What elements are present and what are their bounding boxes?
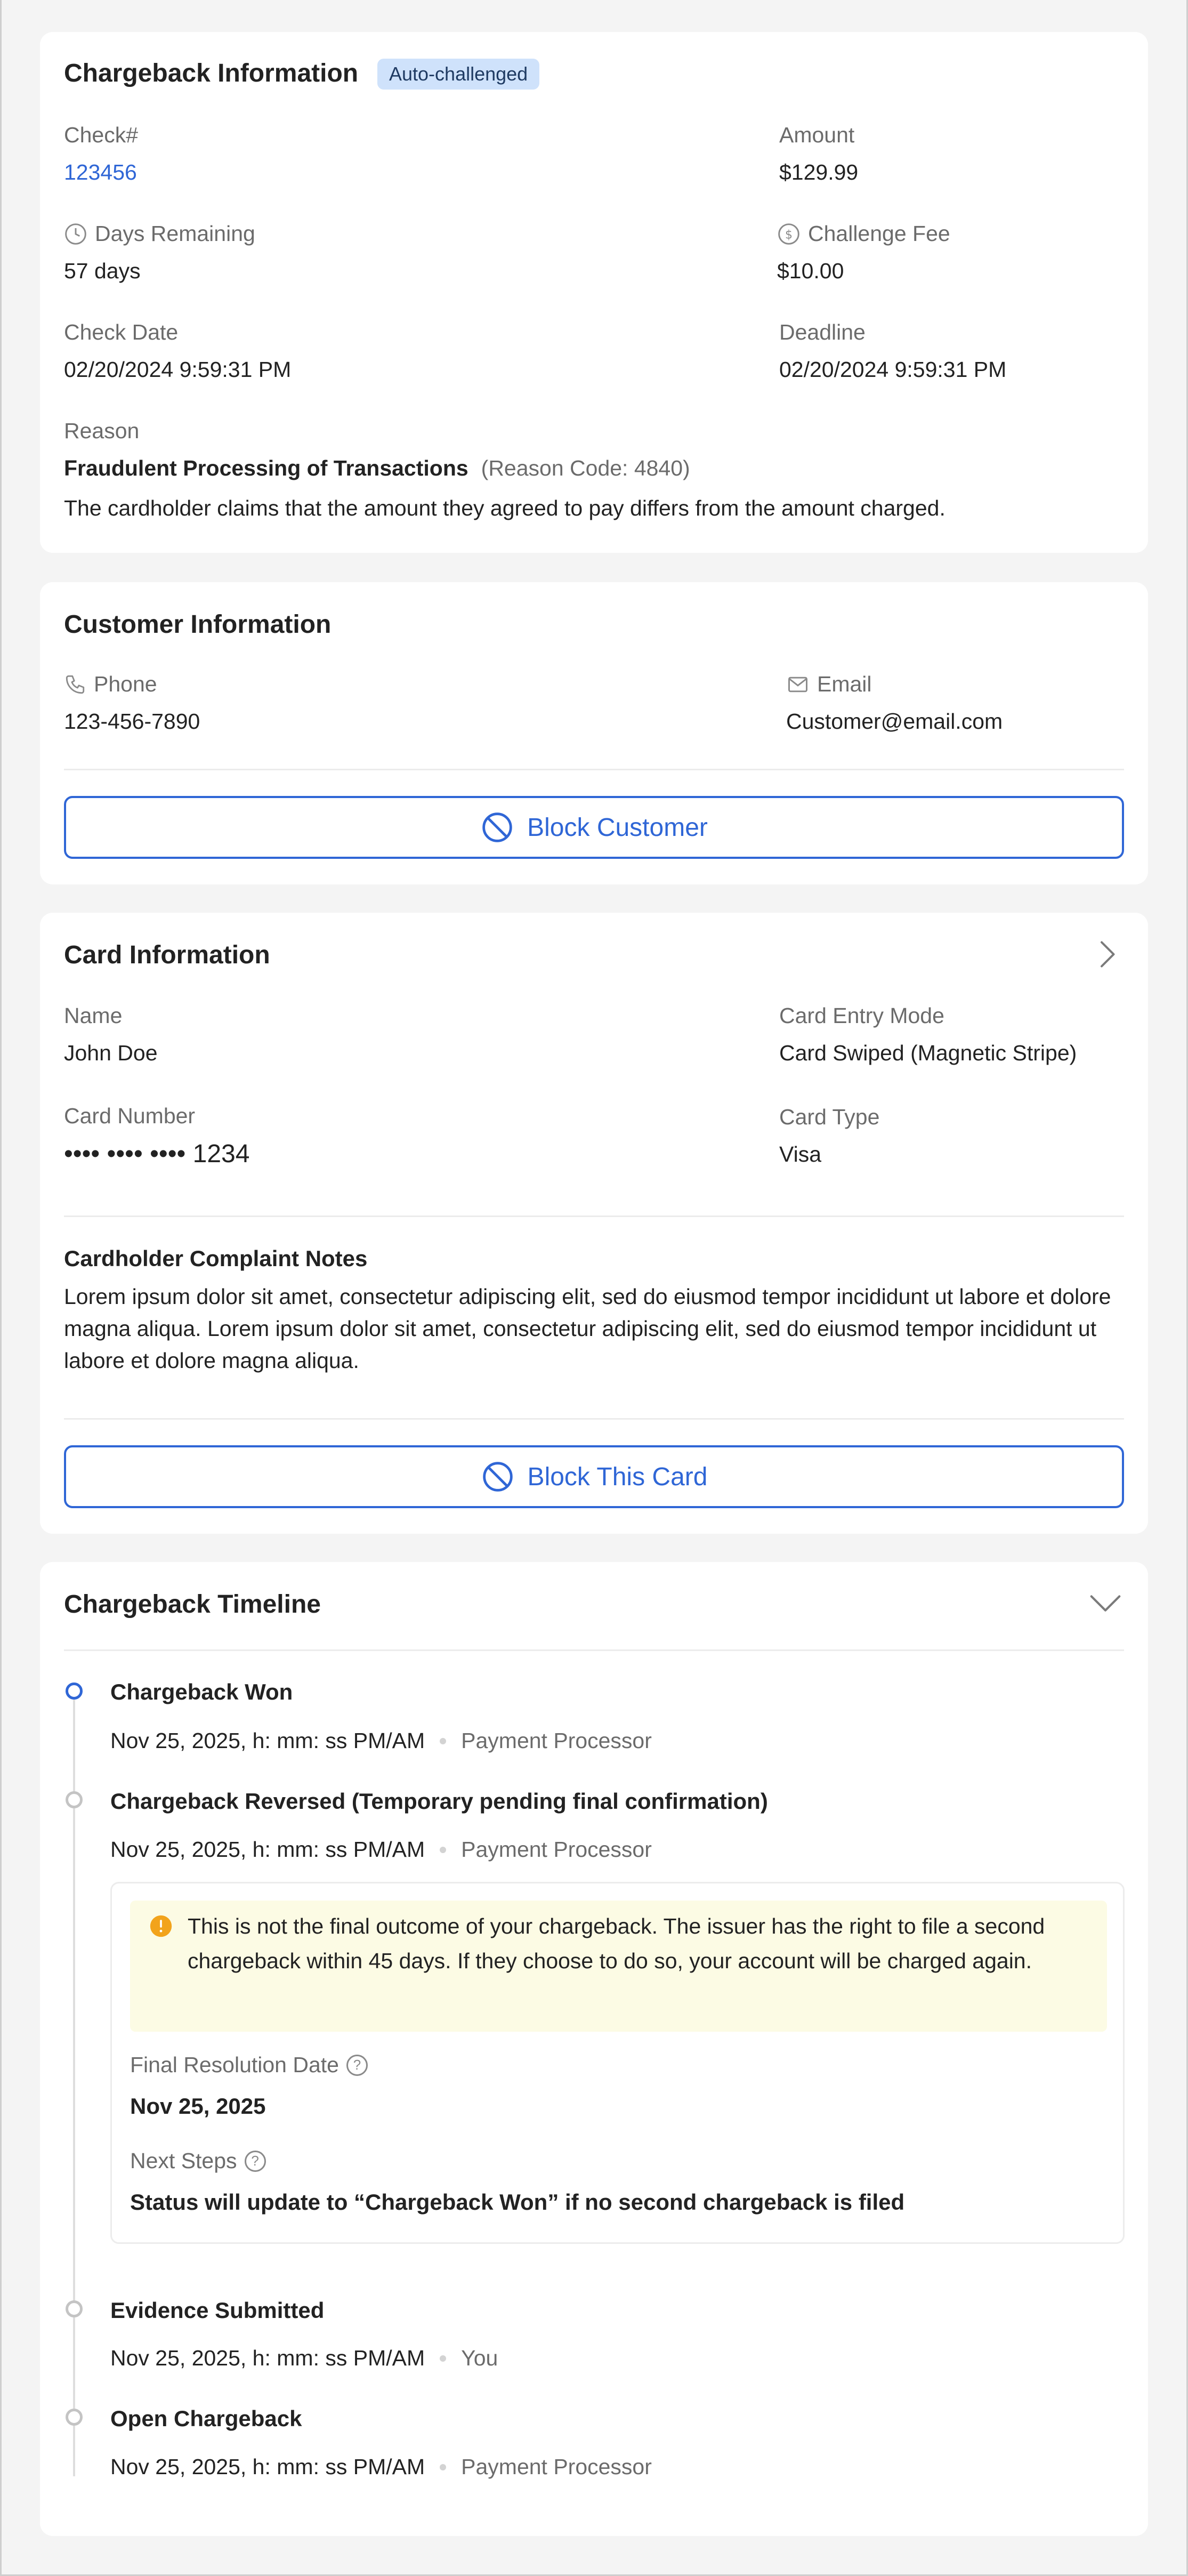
reason-description: The cardholder claims that the amount they agreed to pay differs from the amount charged.: [64, 496, 945, 520]
timeline-item-meta: [110, 1837, 652, 1862]
block-icon: [480, 810, 514, 844]
timeline-dot: [66, 1791, 83, 1808]
chevron-down-icon[interactable]: [1087, 1585, 1124, 1623]
phone-label-text: Phone: [94, 672, 157, 696]
block-customer-button[interactable]: [64, 796, 1124, 859]
meta-separator: [440, 2355, 446, 2362]
help-icon[interactable]: ?: [346, 2055, 368, 2076]
timeline-item-source: You: [461, 2346, 498, 2370]
card-info-card: [40, 913, 1148, 1534]
card-info-title: Card Information: [64, 941, 270, 969]
card-number-value: •••• •••• •••• 1234: [64, 1140, 250, 1168]
chargeback-info-card: [40, 32, 1148, 553]
check-date-label: Check Date: [64, 320, 179, 344]
help-icon[interactable]: ?: [245, 2151, 266, 2172]
check-label: Check#: [64, 123, 139, 147]
name-label: Name: [64, 1003, 123, 1028]
complaint-notes-title: Cardholder Complaint Notes: [64, 1246, 368, 1271]
check-date-value: 02/20/2024 9:59:31 PM: [64, 357, 292, 382]
final-resolution-date-label-text: Final Resolution Date: [130, 2052, 339, 2077]
customer-info-title: Customer Information: [64, 610, 332, 639]
timeline-dot: [66, 2409, 83, 2426]
card-type-label: Card Type: [779, 1105, 880, 1129]
chargeback-info-title: Chargeback Information: [64, 59, 359, 87]
entry-mode-value: Card Swiped (Magnetic Stripe): [779, 1041, 1077, 1065]
card-type-value: Visa: [779, 1142, 822, 1166]
timeline-item-title: Chargeback Reversed (Temporary pending final confirmation): [110, 1789, 768, 1814]
meta-separator: [440, 2464, 446, 2470]
challenge-fee-value: $10.00: [777, 259, 844, 283]
phone-icon: [64, 673, 86, 696]
customer-info-card: [40, 582, 1148, 884]
days-remaining-value: 57 days: [64, 259, 141, 283]
block-card-button[interactable]: [64, 1445, 1124, 1508]
challenge-fee-label-text: Challenge Fee: [808, 221, 950, 246]
final-resolution-date-value: Nov 25, 2025: [130, 2094, 266, 2119]
timeline-title: Chargeback Timeline: [64, 1590, 321, 1619]
timeline-item-meta: [110, 2346, 498, 2371]
timeline-item-date: Nov 25, 2025, h: mm: ss PM/AM: [110, 1728, 425, 1753]
customer-divider: [64, 769, 1124, 770]
entry-mode-label: Card Entry Mode: [779, 1003, 944, 1028]
card-number-label: Card Number: [64, 1104, 196, 1128]
chevron-right-icon[interactable]: [1091, 938, 1123, 970]
block-customer-label: Block Customer: [527, 813, 708, 842]
deadline-value: 02/20/2024 9:59:31 PM: [779, 357, 1007, 382]
phone-value: 123-456-7890: [64, 709, 200, 734]
timeline-item-date: Nov 25, 2025, h: mm: ss PM/AM: [110, 2346, 425, 2370]
reason-line: [64, 456, 690, 481]
timeline-dot-active: [66, 1683, 83, 1700]
timeline-item-title: Open Chargeback: [110, 2406, 302, 2431]
name-value: John Doe: [64, 1041, 158, 1065]
final-resolution-date-label: [130, 2052, 368, 2078]
card-divider-bottom: [64, 1418, 1124, 1420]
timeline-item-source: Payment Processor: [461, 1837, 652, 1862]
auto-challenged-badge: Auto-challenged: [377, 59, 539, 90]
complaint-notes-text: Lorem ipsum dolor sit amet, consectetur adipiscing elit, sed do eiusmod tempor incididunt ut labore et dolore magna aliqua. Lorem ipsum dolor sit amet, consectetur adipiscing elit, sed do eiusmod tempor incididunt ut labore et dolore magna aliqua.: [64, 1284, 1111, 1373]
warning-icon: [149, 1914, 173, 1938]
warning-banner: [130, 1901, 1107, 2032]
reason-label: Reason: [64, 418, 140, 443]
block-icon: [481, 1460, 515, 1494]
deadline-label: Deadline: [779, 320, 866, 344]
days-remaining-label: [64, 221, 255, 246]
meta-separator: [440, 1847, 446, 1853]
warning-text: This is not the final outcome of your chargeback. The issuer has the right to file a second chargeback within 45 days. If they choose to do so, your account will be charged again.: [188, 1914, 1045, 1973]
email-value: Customer@email.com: [786, 709, 1003, 734]
next-steps-label-text: Next Steps: [130, 2148, 237, 2173]
timeline-item-title: Evidence Submitted: [110, 2298, 325, 2323]
reason-code: (Reason Code: 4840): [481, 456, 690, 480]
email-label: [786, 672, 872, 697]
amount-value: $129.99: [779, 160, 859, 184]
clock-icon: [64, 222, 87, 246]
challenge-fee-label: [777, 221, 950, 246]
block-card-label: Block This Card: [527, 1462, 708, 1491]
meta-separator: [440, 1738, 446, 1744]
timeline-card: [40, 1562, 1148, 2536]
timeline-item-meta: [110, 2454, 652, 2480]
reason-title: Fraudulent Processing of Transactions: [64, 456, 468, 480]
check-number-link[interactable]: 123456: [64, 160, 137, 184]
timeline-item-title: Chargeback Won: [110, 1679, 293, 1704]
phone-label: [64, 672, 157, 697]
next-steps-value: Status will update to “Chargeback Won” if no second chargeback is filed: [130, 2189, 905, 2215]
timeline-dot: [66, 2300, 83, 2317]
timeline-item-source: Payment Processor: [461, 2454, 652, 2479]
svg-text:$: $: [785, 228, 793, 241]
next-steps-label: [130, 2148, 266, 2174]
days-remaining-label-text: Days Remaining: [95, 221, 255, 246]
timeline-item-date: Nov 25, 2025, h: mm: ss PM/AM: [110, 2454, 425, 2479]
mail-icon: [786, 673, 810, 696]
reversal-details-box: [110, 1882, 1125, 2244]
dollar-circle-icon: [777, 222, 801, 246]
timeline-item-date: Nov 25, 2025, h: mm: ss PM/AM: [110, 1837, 425, 1862]
card-divider-top: [64, 1215, 1124, 1217]
email-label-text: Email: [817, 672, 872, 696]
amount-label: Amount: [779, 123, 855, 147]
timeline-item-meta: [110, 1728, 652, 1753]
timeline-divider: [64, 1649, 1124, 1651]
timeline-item-source: Payment Processor: [461, 1728, 652, 1753]
